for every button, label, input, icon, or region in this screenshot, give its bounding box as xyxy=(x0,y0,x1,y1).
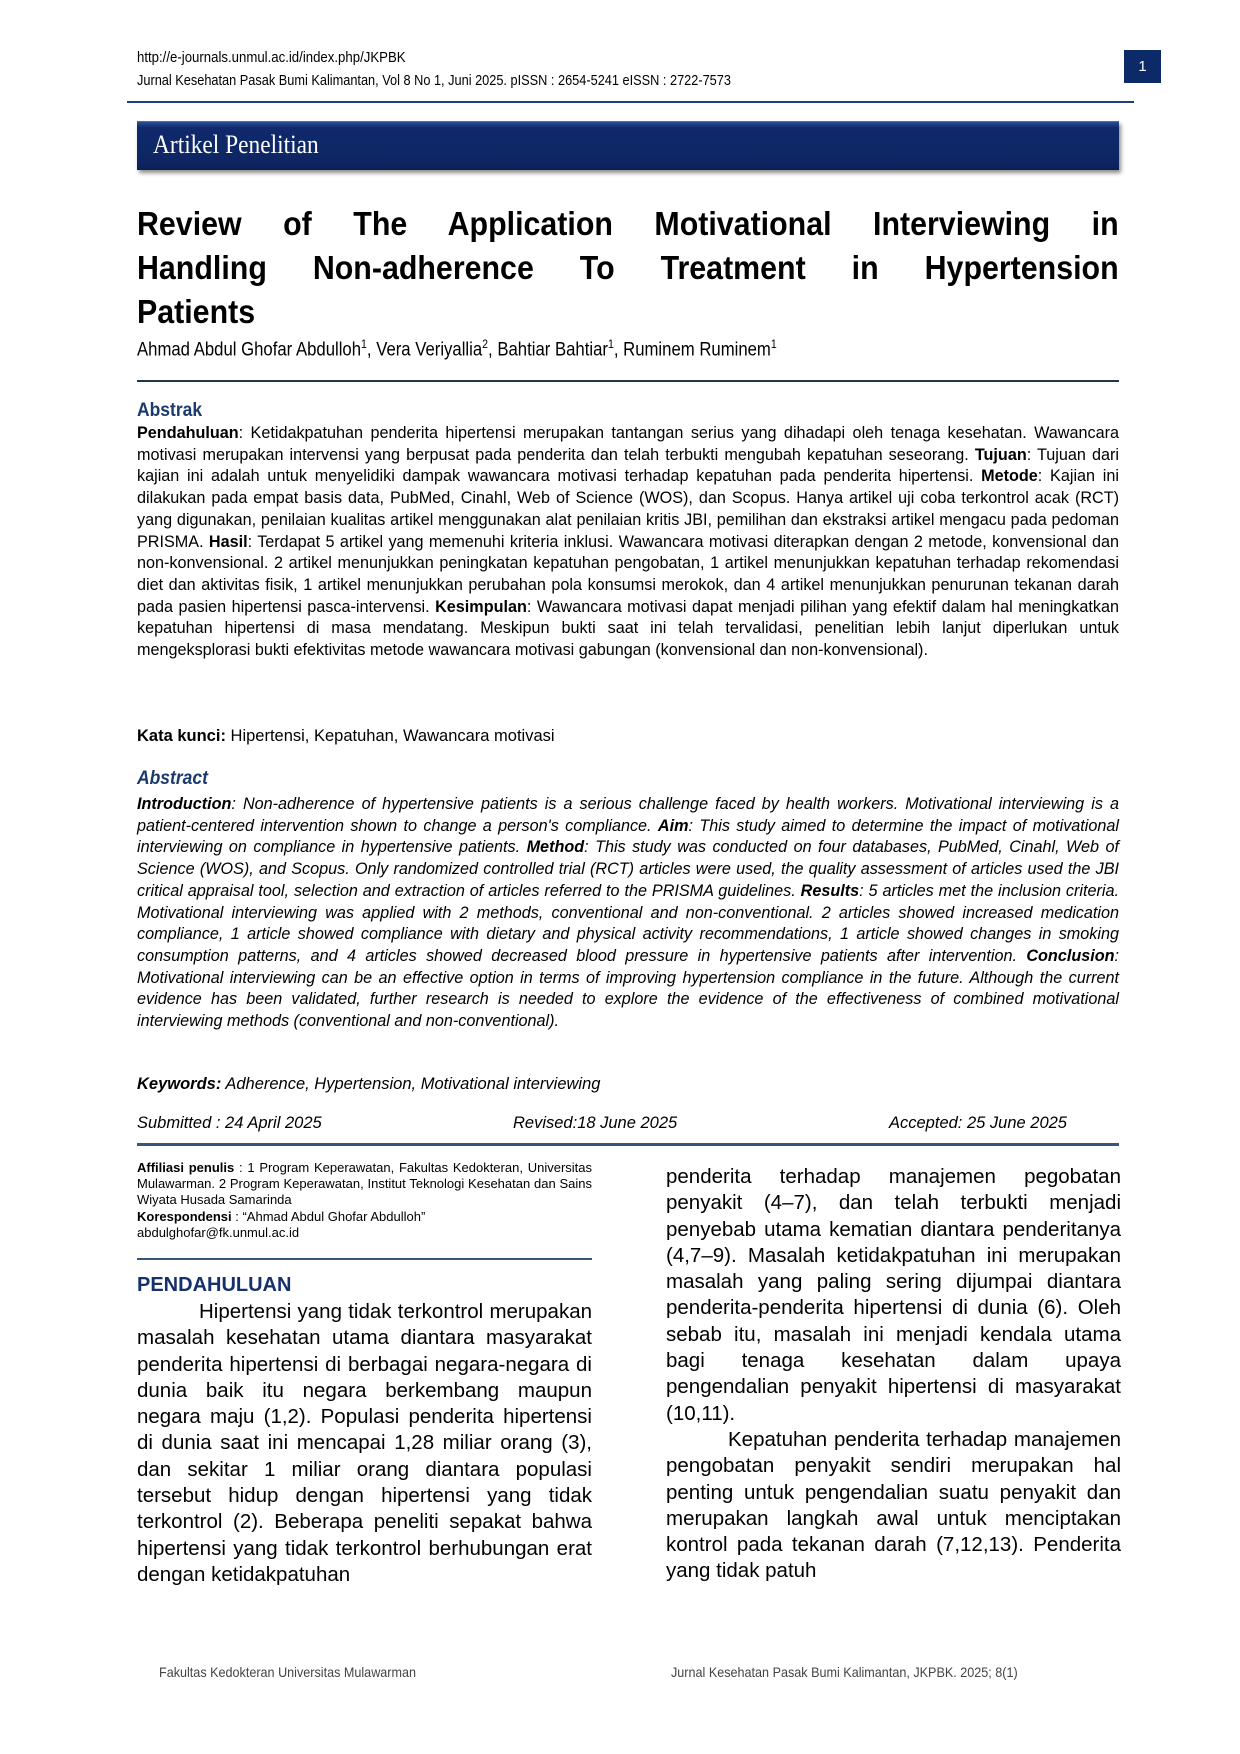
body-paragraph: Hipertensi yang tidak terkontrol merupakan masalah kesehatan utama diantara masyarakat penderita hipertensi di berbagai negara-negara di dunia baik itu negara berkembang maupun negara maju (1,2). Populasi penderita hipertensi di dunia saat ini mencapai 1,28 miliar orang (3), dan sekitar 1 miliar orang diantara populasi tersebut hidup dengan hipertensi yang tidak terkontrol (2). Beberapa peneliti sepakat bahwa hipertensi yang tidak terkontrol berhubungan erat dengan ketidakpatuhan xyxy=(137,1300,592,1586)
keywords xyxy=(137,1075,600,1094)
article-type-label: Artikel Penelitian xyxy=(153,130,319,159)
abstrak-heading: Abstrak xyxy=(137,400,203,421)
accepted-date: Accepted: 25 June 2025 xyxy=(889,1114,1067,1132)
affiliation-block xyxy=(137,1160,592,1241)
abstrak-section-label: Tujuan xyxy=(974,445,1027,464)
kata-kunci-label: Kata kunci: xyxy=(137,727,226,745)
abstrak-section-label: Kesimpulan xyxy=(435,597,527,616)
title-line: Patients xyxy=(137,293,256,330)
journal-citation-line: Jurnal Kesehatan Pasak Bumi Kalimantan, Vol 8 No 1, Juni 2025. pISSN : 2654-5241 eISSN : 2722-7573 xyxy=(137,72,731,89)
abstract-section-label: Introduction xyxy=(137,795,232,813)
abstract-section-text: : This study was conducted on four databases, PubMed, Cinahl, Web of Science (WOS), and Scopus. Only randomized controlled trial (RCT) articles were used, the quality assessment of articles used the JBI critical appraisal tool, selection and extraction of articles referred to the PRISMA guidelines. xyxy=(137,838,1119,900)
abstrak-section-text: : Ketidakpatuhan penderita hipertensi merupakan tantangan serius yang dihadapi oleh tenaga kesehatan. Wawancara motivasi merupakan intervensi yang berpusat pada penderita dan telah terbukti mengubah kepatuhan seseorang. xyxy=(137,424,1119,464)
abstrak-section-text: : Tujuan dari kajian ini adalah untuk menyelidiki dampak wawancara motivasi terhadap kepatuhan pada penderita hipertensi. xyxy=(137,445,1119,486)
keywords-values: Adherence, Hypertension, Motivational interviewing xyxy=(221,1075,601,1093)
correspondence-text: : “Ahmad Abdul Ghofar Abdulloh” xyxy=(231,1208,426,1224)
author-affiliation-mark: 1 xyxy=(607,337,614,351)
affiliation-label: Affiliasi penulis xyxy=(137,1160,235,1175)
author-name: Vera Veriyallia xyxy=(376,339,483,361)
abstrak-body xyxy=(137,423,1119,662)
footer-institution: Fakultas Kedokteran Universitas Mulawarman xyxy=(159,1664,417,1680)
dates-divider xyxy=(137,1143,1119,1146)
title-line: Review of The Application Motivational Interviewing in xyxy=(137,205,1119,242)
author-name: Bahtiar Bahtiar xyxy=(497,339,608,361)
body-column-left xyxy=(137,1299,592,1588)
author-affiliation-mark: 2 xyxy=(482,337,489,351)
correspondence-email[interactable]: abdulghofar@fk.unmul.ac.id xyxy=(137,1224,300,1240)
author-name: Ahmad Abdul Ghofar Abdulloh xyxy=(137,339,362,361)
title-line: Handling Non-adherence To Treatment in Hypertension xyxy=(137,249,1119,286)
author-name: Ruminem Ruminem xyxy=(623,339,771,361)
footer-citation: Jurnal Kesehatan Pasak Bumi Kalimantan, JKPBK. 2025; 8(1) xyxy=(671,1664,1018,1680)
abstract-section-text: : Motivational interviewing can be an effective option in terms of improving hypertension compliance in the future. Although the current evidence has been validated, further research is needed to explore the evidence of the effectiveness of combined motivational interviewing methods (conventional and non-conventional). xyxy=(137,946,1119,1031)
abstract-section-label: Method xyxy=(526,838,585,857)
article-type-banner xyxy=(137,121,1119,170)
page-number-badge: 1 xyxy=(1124,50,1161,83)
abstract-heading: Abstract xyxy=(137,768,208,789)
author-list: Ahmad Abdul Ghofar Abdulloh$^1$, Vera Veriyallia$^2$, Bahtiar Bahtiar$^1$, Ruminem Ruminem$^1$ xyxy=(137,337,777,361)
abstract-section-label: Aim xyxy=(657,816,689,835)
article-title xyxy=(137,202,1119,334)
abstrak-section-text: : Wawancara motivasi dapat menjadi pilihan yang efektif dalam hal meningkatkan kepatuhan hipertensi di masa mendatang. Meskipun bukti saat ini telah tervalidasi, penelitian lebih lanjut diperlukan untuk mengeksplorasi bukti efektivitas metode wawancara motivasi gabungan (konvensional dan non-konvensional). xyxy=(137,597,1119,660)
correspondence-label: Korespondensi xyxy=(137,1208,232,1224)
abstrak-section-label: Pendahuluan xyxy=(137,424,239,442)
journal-url[interactable]: http://e-journals.unmul.ac.id/index.php/JKPBK xyxy=(137,49,406,66)
kata-kunci xyxy=(137,727,555,746)
abstrak-section-text: : Terdapat 5 artikel yang memenuhi kriteria inklusi. Wawancara motivasi diterapkan dengan 2 metode, konvensional dan non-konvensional. 2 artikel menunjukkan peningkatan kepatuhan pengobatan, 1 artikel menunjukkan kepatuhan terhadap rekomendasi diet dan aktivitas fisik, 1 artikel menunjukkan perubahan pola konsumsi merokok, dan 4 artikel menunjukkan penurunan tekanan darah pada pasien hipertensi pasca-intervensi. xyxy=(137,532,1119,616)
abstract-section-label: Conclusion xyxy=(1026,946,1115,965)
revised-date: Revised:18 June 2025 xyxy=(513,1114,678,1132)
authors-divider xyxy=(137,380,1119,382)
submitted-date: Submitted : 24 April 2025 xyxy=(137,1114,322,1132)
kata-kunci-values: Hipertensi, Kepatuhan, Wawancara motivasi xyxy=(225,727,555,745)
abstrak-section-label: Hasil xyxy=(208,532,248,551)
body-paragraph: penderita terhadap manajemen pegobatan penyakit (4–7), dan telah terbukti menjadi penyebab utama kematian diantara penderitanya (4,7–9). Masalah ketidakpatuhan ini merupakan masalah yang paling sering dijumpai diantara penderita-penderita hipertensi di dunia (6). Oleh sebab itu, masalah ini menjadi kendala utama bagi tenaga kesehatan dalam upaya pengendalian penyakit hipertensi di masyarakat (10,11). xyxy=(666,1165,1121,1425)
author-affiliation-mark: 1 xyxy=(770,337,777,351)
abstract-section-text: : 5 articles met the inclusion criteria. Motivational interviewing was applied with 2 methods, conventional and non-conventional. 2 articles showed increased medication compliance, 1 article showed compliance with dietary and physical activity recommendations, 1 article showed changes in smoking consumption patterns, and 4 articles showed decreased blood pressure in hypertensive patients after intervention. xyxy=(137,881,1119,965)
abstrak-section-label: Metode xyxy=(981,467,1038,486)
affiliation-text: : 1 Program Keperawatan, Fakultas Kedokteran, Universitas Mulawarman. 2 Program Keperawatan, Institut Teknologi Kesehatan dan Sains Wiyata Husada Samarinda xyxy=(137,1160,592,1208)
abstract-section-text: : Non-adherence of hypertensive patients is a serious challenge faced by health workers. Motivational interviewing is a patient-centered intervention shown to change a person's compliance. xyxy=(137,795,1119,835)
section-heading-pendahuluan: PENDAHULUAN xyxy=(137,1274,292,1296)
abstract-section-text: : This study aimed to determine the impact of motivational interviewing on compliance in hypertensive patients. xyxy=(137,816,1119,857)
body-paragraph: Kepatuhan penderita terhadap manajemen pengobatan penyakit sendiri merupakan hal penting untuk pengendalian suatu penyakit dan merupakan langkah awal untuk menciptakan kontrol pada tekanan darah (7,12,13). Penderita yang tidak patuh xyxy=(666,1427,1121,1583)
abstract-body xyxy=(137,794,1119,1033)
header-divider xyxy=(127,101,1134,103)
affiliation-divider xyxy=(137,1258,592,1260)
keywords-label: Keywords: xyxy=(137,1075,222,1093)
abstract-section-label: Results xyxy=(800,881,860,900)
author-affiliation-mark: 1 xyxy=(361,337,367,351)
body-column-right xyxy=(666,1164,1121,1585)
abstrak-section-text: : Kajian ini dilakukan pada empat basis data, PubMed, Cinahl, Web of Science (WOS), dan Scopus. Hanya artikel uji coba terkontrol acak (RCT) yang digunakan, penilaian kualitas artikel menggunakan alat penilaian kritis JBI, pemilihan dan ekstraksi artikel mengacu pada pedoman PRISMA. xyxy=(137,467,1119,551)
